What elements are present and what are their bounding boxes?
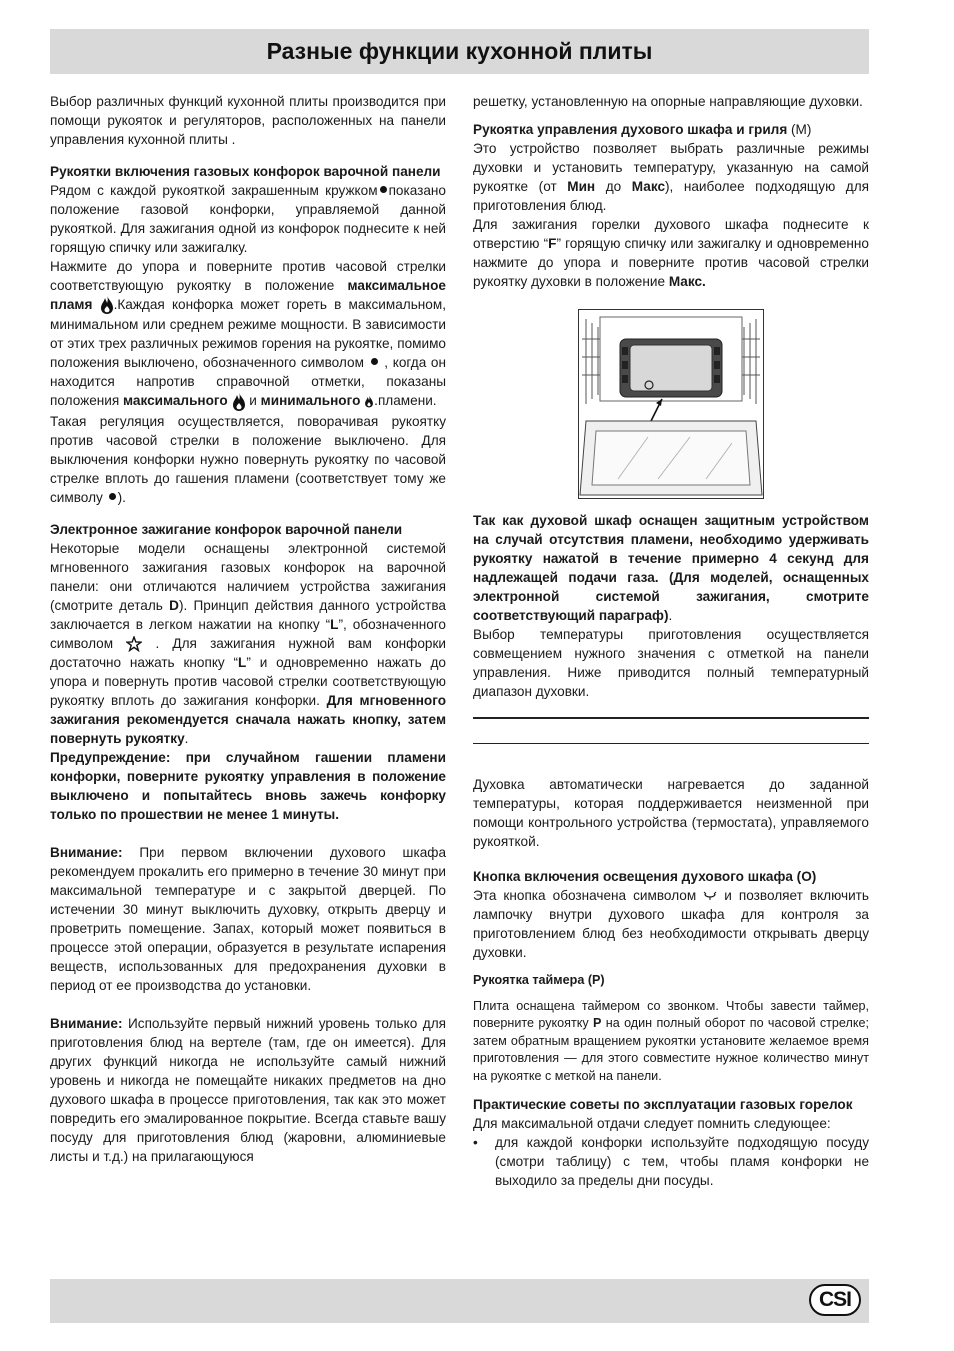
oven-knob-paragraph-1 <box>473 139 869 215</box>
intro-paragraph <box>50 92 446 149</box>
ignition-paragraph <box>50 539 446 748</box>
gas-p2-bold-max: максимального <box>123 393 228 409</box>
oven-p2-F: F <box>548 236 557 251</box>
attention-1-text: При первом включении духового шкафа рекомендуем прокалить его примерно в течение 30 минут при максимальной температуре и с закрытой дверцей. По истечении 30 минут выключить духовку, открыть дверцу и проветрить помещение. Запах, который может появиться в процессе этой операции, образуется в результате испарения веществ, использованных для предохранения духовки в период от ее производства до установки. <box>50 844 446 993</box>
oven-interior-illustration <box>578 309 764 499</box>
ign-p1-L2: L <box>238 654 247 670</box>
timer-p1a: Плита оснащена таймером со звонком. Чтобы завести таймер, поверните рукоятку <box>473 998 869 1030</box>
ign-p1e: ” и одновременно нажать до упора и повернуть против часовой стрелки соответствующую рукоятку вплоть до зажигания конфорки. <box>50 654 446 708</box>
oven-p1-min: Мин <box>567 179 596 194</box>
safety-text: Так как духовой шкаф оснащен защитным устройством на случай отсутствия пламени, необходимо удерживать рукоятку нажатой в течение примерно 4 секунд для надлежащей подачи газа. (Для моделей, оснащенных электронной системой зажигания, смотрите соответствующий параграф) <box>473 513 869 623</box>
attention-2-label: Внимание: <box>50 1015 123 1031</box>
gas-knobs-heading: Рукоятки включения газовых конфорок варочной панели <box>50 164 441 179</box>
light-p1b: и позволяет включить лампочку внутри духового шкафа для контроля за приготовлением блюд без необходимости открывать дверцу духовки. <box>473 888 869 960</box>
oven-p2a: Для зажигания горелки духового шкафа поднесите к отверстию “ <box>473 217 869 251</box>
ignition-heading: Электронное зажигание конфорок варочной панели <box>50 521 403 537</box>
oven-p1a: Это устройство позволяет выбрать различные режимы духовки и установить температуру, указанную на самой рукоятке (от <box>473 141 869 194</box>
gas-p2a: Нажмите до упора и поверните против часовой стрелки соответствующую рукоятку в положение <box>50 259 446 293</box>
filled-circle-icon <box>380 186 387 193</box>
gas-p2d: .пламени. <box>374 393 437 409</box>
timer-p1-P: P <box>593 1016 602 1030</box>
gas-p2-and: и <box>249 393 257 409</box>
ign-p1-D: D <box>169 597 179 613</box>
filled-circle-icon <box>371 358 378 365</box>
tips-heading: Практические советы по эксплуатации газовых горелок <box>473 1097 853 1112</box>
gas-p2c: , когда он находится напротив справочной отметки, показаны положения <box>50 355 446 409</box>
oven-knob-heading: Рукоятка управления духового шкафа и гриля <box>473 122 788 137</box>
right-column <box>473 92 869 1190</box>
thermostat-paragraph: Духовка автоматически нагревается до заданной температуры, которая поддерживается неизменной при помощи контрольного устройства (термостата), управляемого рукояткой. <box>473 777 869 849</box>
footer-bar <box>50 1279 869 1323</box>
attention-2-paragraph <box>50 1014 446 1166</box>
gas-p2-bold-min: минимального <box>260 393 361 409</box>
oven-knob-paragraph-2 <box>473 215 869 291</box>
flame-small-icon <box>364 395 374 408</box>
flame-large-icon <box>100 295 114 315</box>
ign-p1-L: L <box>330 616 339 632</box>
oven-knob-heading-line <box>473 120 869 139</box>
safety-paragraph <box>473 511 869 625</box>
gas-p2-bold: максимальное пламя <box>50 278 446 312</box>
continued-paragraph: решетку, установленную на опорные направляющие духовки. <box>473 94 863 109</box>
ign-p1b: ). Принцип действия данного устройства заключается в легком нажатии на кнопку “ <box>50 597 446 632</box>
oven-p2-max: Макс. <box>668 274 706 289</box>
ign-p1c: ”, обозначенного символом <box>50 616 446 651</box>
safety-end: . <box>668 608 673 623</box>
ign-p1d: . Для зажигания нужной вам конфорки достаточно нажать кнопку “ <box>50 635 446 670</box>
timer-p1b: на один полный оборот по часовой стрелке; затем обратным вращением рукоятки установите желаемое время приготовления — для этого совместите нужное количество минут на рукоятке с меткой на панели. <box>473 1016 870 1083</box>
spark-star-icon <box>126 636 142 652</box>
gas-p1b: показано положение газовой конфорки, управляемой данной рукояткой. Для зажигания одной из конфорок поднесите к ней горящую спичку или зажигалку. <box>50 183 446 255</box>
gas-p2b: .Каждая конфорка может гореть в максимальном, минимальном или среднем режиме мощности. В зависимости от этих трех различных режимов горения на рукоятке, помимо положения выключено, обозначенного символом <box>50 297 446 371</box>
oven-knob-heading-suffix: (M) <box>791 122 812 137</box>
gas-knobs-paragraph-2 <box>50 257 446 412</box>
tips-item-text: для каждой конфорки используйте подходящую посуду (смотри таблицу) с тем, чтобы пламя конфорки не выходило за пределы дни посуды. <box>495 1135 869 1188</box>
attention-2-text: Используйте первый нижний уровень только для приготовления блюд на вертеле (там, где он имеется). Для других функций никогда не используйте самый нижний уровень и никогда не помещайте никаких предметов на дно духового шкафа в процессе приготовления, так как это может повредить его эмалированное покрытие. Всегда ставьте вашу посуду для приготовления блюд (жаровни, алюминиевые листы и т.д.) на прилагающуюся <box>50 1015 446 1164</box>
light-p1a: Эта кнопка обозначена символом <box>473 888 697 903</box>
timer-paragraph <box>473 998 869 1086</box>
ign-p1-bold: Для мгновенного зажигания рекомендуется сначала нажать кнопку, затем повернуть рукоятку <box>50 692 446 746</box>
oven-p1b: ), наиболее подходящую для приготовления блюд. <box>473 179 870 213</box>
timer-heading: Рукоятка таймера (P) <box>473 973 605 987</box>
ign-p1f: . <box>184 730 189 746</box>
page-title-bar <box>50 29 869 74</box>
intro-text: Выбор различных функций кухонной плиты производится при помощи рукояток и регуляторов, расположенных на панели управления кухонной плиты . <box>50 94 446 147</box>
lamp-icon <box>703 891 717 901</box>
tips-list-item <box>473 1133 869 1190</box>
gas-p1a: Рядом с каждой рукояткой закрашенным кружком <box>50 183 378 198</box>
filled-circle-icon <box>109 493 116 500</box>
flame-large-icon <box>232 392 246 412</box>
oven-p2b: ” горящую спичку или зажигалку и одновременно нажмите до упора и поверните против часовой стрелки рукоятку духовки в положение <box>473 236 869 289</box>
gas-p3b: ). <box>117 489 126 505</box>
ign-p1a: Некоторые модели оснащены электронной системой мгновенного зажигания газовых конфорок на варочной панели: они отличаются наличием устройства зажигания (смотрите деталь <box>50 540 446 613</box>
temperature-paragraph: Выбор температуры приготовления осуществляется совмещением нужного значения с отметкой на панели управления. Ниже приводится полный температурный диапазон духовки. <box>473 627 869 699</box>
oven-p1-max: Макс <box>631 179 666 194</box>
warning-paragraph: Предупреждение: при случайном гашении пламени конфорки, поверните рукоятку управления в положение выключено и попытайтесь вновь зажечь конфорку только по прошествии не менее 1 минуты. <box>50 749 446 822</box>
page-title: Разные функции кухонной плиты <box>266 38 653 64</box>
oven-light-paragraph <box>473 886 869 962</box>
tips-intro: Для максимальной отдачи следует помнить следующее: <box>473 1116 831 1131</box>
attention-1-paragraph <box>50 843 446 995</box>
csi-logo-text: CSI <box>818 1288 851 1311</box>
gas-knobs-paragraph-3 <box>50 412 446 507</box>
bullet-icon: • <box>473 1135 478 1150</box>
csi-logo <box>809 1284 861 1316</box>
gas-knobs-paragraph-1 <box>50 181 446 257</box>
attention-1-label: Внимание: <box>50 844 123 860</box>
gas-p3a: Такая регуляция осуществляется, поворачивая рукоятку против часовой стрелки в положение выключено. Для выключения конфорки нужно повернуть рукоятку по часовой стрелке вплоть до гашения пламени (соответствует тому же символу <box>50 413 446 505</box>
left-column <box>50 92 446 1166</box>
oven-p1-to: до <box>605 179 622 194</box>
oven-light-heading: Кнопка включения освещения духового шкафа (O) <box>473 869 817 884</box>
